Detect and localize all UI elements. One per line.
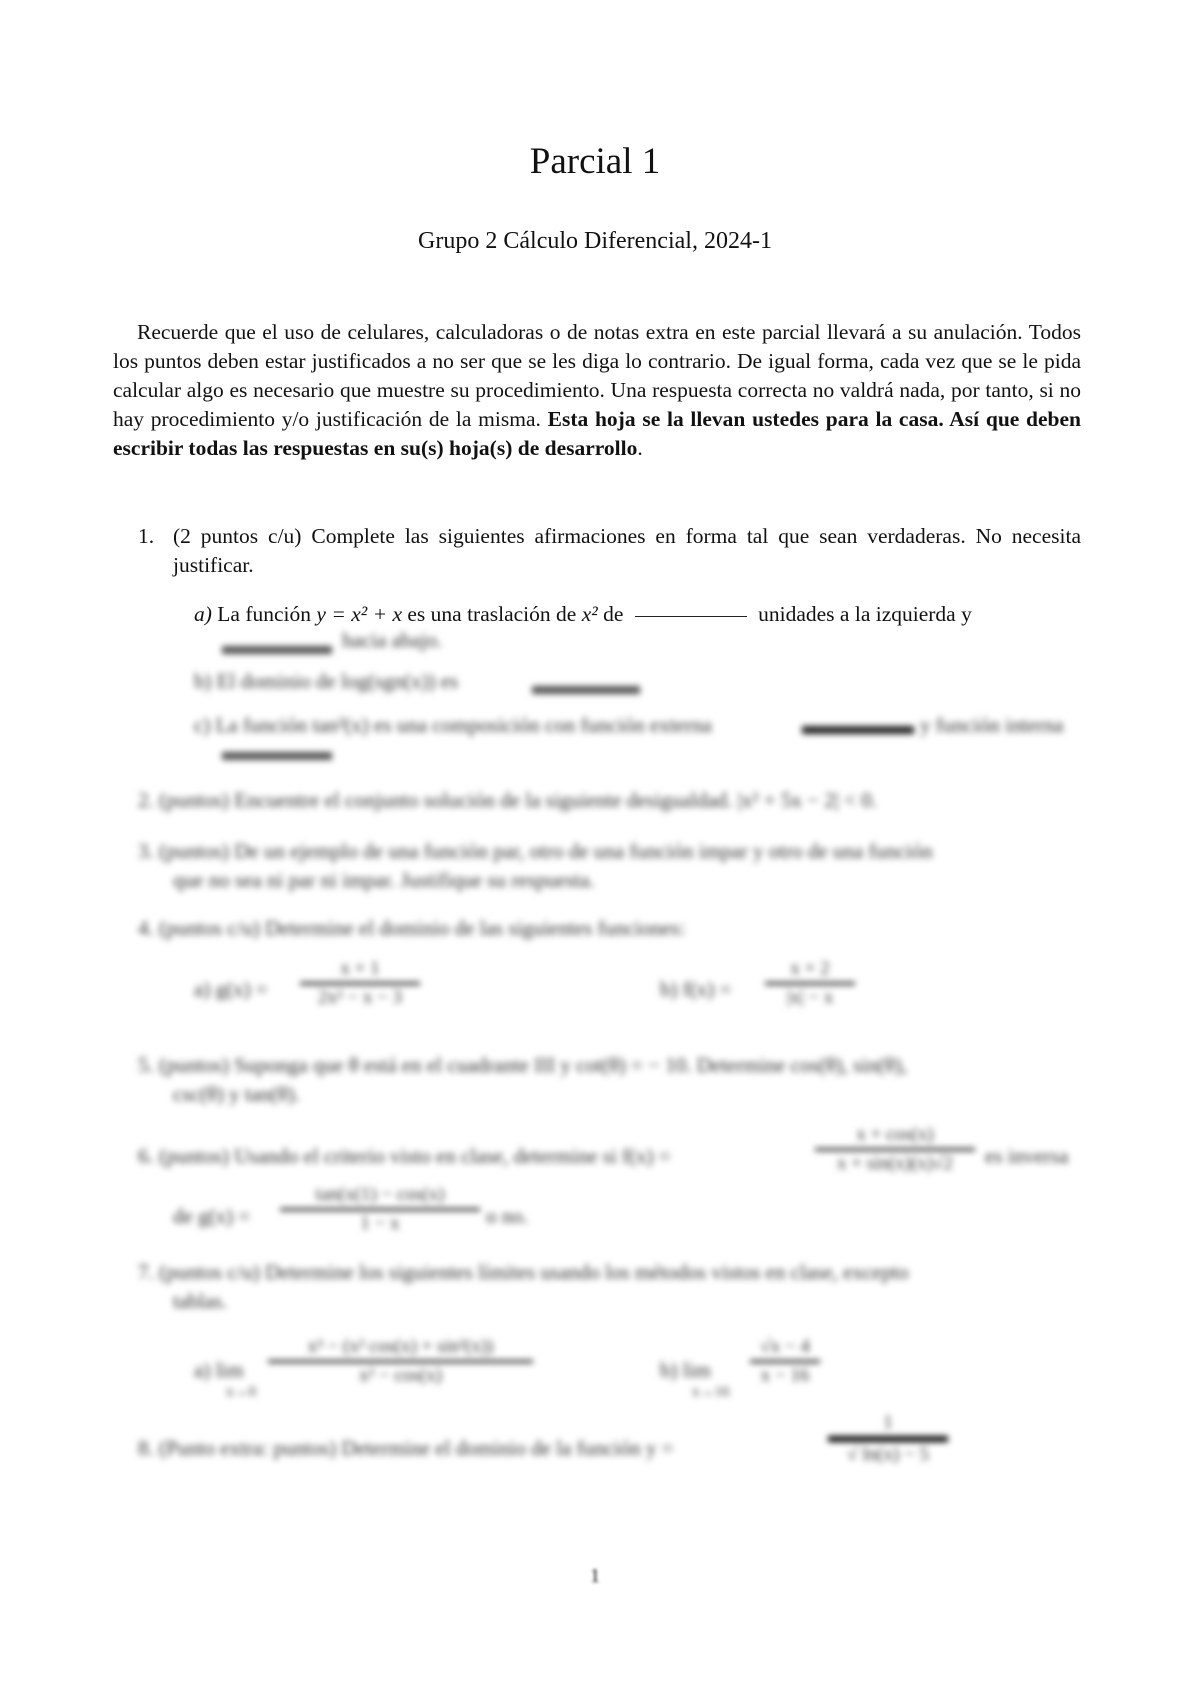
fraction-denominator: 2x² − x − 3 bbox=[317, 987, 403, 1008]
question-1-item-c: c) La función tan²(x) es una composición con función externa bbox=[194, 713, 712, 737]
question-6-line-1: 6. (puntos) Usando el criterio visto en clase, determine si f(x) = bbox=[138, 1144, 671, 1168]
item-a-text-after: unidades a la izquierda y bbox=[758, 602, 972, 626]
fraction-denominator: x² − cos(x) bbox=[359, 1365, 442, 1386]
instructions-bold-text: Esta hoja se la llevan ustedes para la casa. Así que deben escribir todas las respuestas en su(s) hoja(s) de desarrollo bbox=[113, 407, 1082, 460]
fraction-numerator: 1 bbox=[883, 1412, 893, 1433]
question-4a-label: a) g(x) = bbox=[194, 977, 268, 1001]
fraction-denominator: x + sin(x)(x)√2 bbox=[836, 1153, 954, 1174]
question-6-fraction-1 bbox=[815, 1124, 975, 1175]
question-4: 4. (puntos c/u) Determine el dominio de las siguientes funciones: bbox=[138, 916, 686, 940]
fraction-numerator: x + 1 bbox=[340, 958, 380, 979]
item-a-text-end: hacia abajo. bbox=[342, 628, 443, 652]
instructions-end: . bbox=[637, 436, 643, 460]
fraction-bar bbox=[765, 982, 855, 985]
question-6-fraction-2 bbox=[280, 1184, 480, 1235]
fraction-numerator: x³ − (x² cos(x) + sin²(x)) bbox=[307, 1336, 494, 1357]
item-a-text-de: de bbox=[603, 602, 624, 626]
question-8: 8. (Punto extra: puntos) Determine el dominio de la función y = bbox=[138, 1436, 674, 1460]
question-7a-lim-sub: x→0 bbox=[226, 1384, 256, 1400]
question-1-item-c-end: y función interna bbox=[920, 713, 1064, 737]
question-6-line-2-end: o no. bbox=[486, 1204, 528, 1228]
fraction-bar bbox=[750, 1360, 820, 1363]
fraction-bar bbox=[828, 1436, 948, 1442]
fraction-numerator: x + 2 bbox=[790, 958, 830, 979]
fraction-bar bbox=[268, 1360, 533, 1363]
question-7-line-1: 7. (puntos c/u) Determine los siguientes límites usando los métodos vistos en clase, excepto bbox=[138, 1260, 909, 1284]
answer-blank bbox=[222, 752, 332, 760]
question-5-line-2: csc(θ) y tan(θ). bbox=[173, 1082, 300, 1106]
fraction-numerator: √x − 4 bbox=[760, 1336, 810, 1357]
question-7-line-2: tablas. bbox=[173, 1289, 228, 1313]
answer-blank bbox=[222, 646, 332, 654]
question-3-line-1: 3. (puntos) De un ejemplo de una función par, otro de una función impar y otro de una función bbox=[138, 839, 933, 863]
item-a-math-1: y = x² + x bbox=[316, 602, 402, 626]
question-4a-fraction bbox=[300, 958, 420, 1009]
instructions-text: Recuerde que el uso de celulares, calculadoras o de notas extra en este parcial llevará a su anulación. Todos los puntos deben estar justificados a no ser que se les diga lo contrario. De igual forma, cada vez que se le pida calcular algo es necesario que muestre su procedimiento. Una respuesta correcta no valdrá nada, por tanto, si no hay procedimiento y/o justificación de la misma. bbox=[113, 320, 1081, 431]
question-7a-lim: a) lim bbox=[194, 1358, 244, 1382]
fraction-numerator: tan(x(1) − cos(x) bbox=[315, 1184, 445, 1205]
answer-blank bbox=[802, 726, 914, 734]
question-4b-label: b) f(x) = bbox=[660, 977, 732, 1001]
question-7b-lim-sub: x→16 bbox=[692, 1384, 730, 1400]
question-1-number: 1. bbox=[138, 524, 155, 548]
question-4b-fraction bbox=[765, 958, 855, 1009]
question-7b-fraction bbox=[750, 1336, 820, 1387]
question-3-line-2: que no sea ni par ni impar. Justifique su respuesta. bbox=[173, 868, 595, 892]
question-7b-lim: b) lim bbox=[660, 1358, 711, 1382]
fraction-bar bbox=[280, 1208, 480, 1211]
fraction-bar bbox=[300, 982, 420, 985]
fraction-denominator: x − 16 bbox=[760, 1365, 810, 1386]
fraction-denominator: |x| − x bbox=[786, 987, 834, 1008]
fraction-denominator: 1 − x bbox=[360, 1213, 400, 1234]
item-a-label: a) bbox=[194, 602, 212, 626]
item-a-text-middle: es una traslación de bbox=[407, 602, 577, 626]
answer-blank bbox=[532, 686, 640, 694]
page-number: 1 bbox=[590, 1565, 600, 1587]
item-a-math-2: x² bbox=[581, 602, 598, 626]
page-subtitle: Grupo 2 Cálculo Diferencial, 2024-1 bbox=[418, 228, 772, 254]
question-8-fraction bbox=[828, 1412, 948, 1466]
question-1-text: (2 puntos c/u) Complete las siguientes afirmaciones en forma tal que sean verdaderas. No necesita justificar. bbox=[173, 524, 1081, 577]
question-7a-fraction bbox=[268, 1336, 533, 1387]
item-a-text-before: La función bbox=[217, 602, 312, 626]
question-5-line-1: 5. (puntos) Suponga que θ está en el cuadrante III y cot(θ) = − 10. Determine cos(θ), sin(θ), bbox=[138, 1053, 907, 1077]
question-6-line-2: de g(x) = bbox=[173, 1204, 251, 1228]
question-2: 2. (puntos) Encuentre el conjunto solución de la siguiente desigualdad. |x² + 5x − 2| < 0. bbox=[138, 788, 877, 812]
fraction-bar bbox=[815, 1148, 975, 1151]
question-6-line-1-end: es inversa bbox=[985, 1144, 1069, 1168]
fraction-denominator: √ ln(x) − 5 bbox=[847, 1444, 929, 1465]
question-1-item-b: b) El dominio de log(sgn(x)) es bbox=[194, 669, 459, 693]
fraction-numerator: x + cos(x) bbox=[856, 1124, 934, 1145]
page-title: Parcial 1 bbox=[529, 141, 661, 182]
